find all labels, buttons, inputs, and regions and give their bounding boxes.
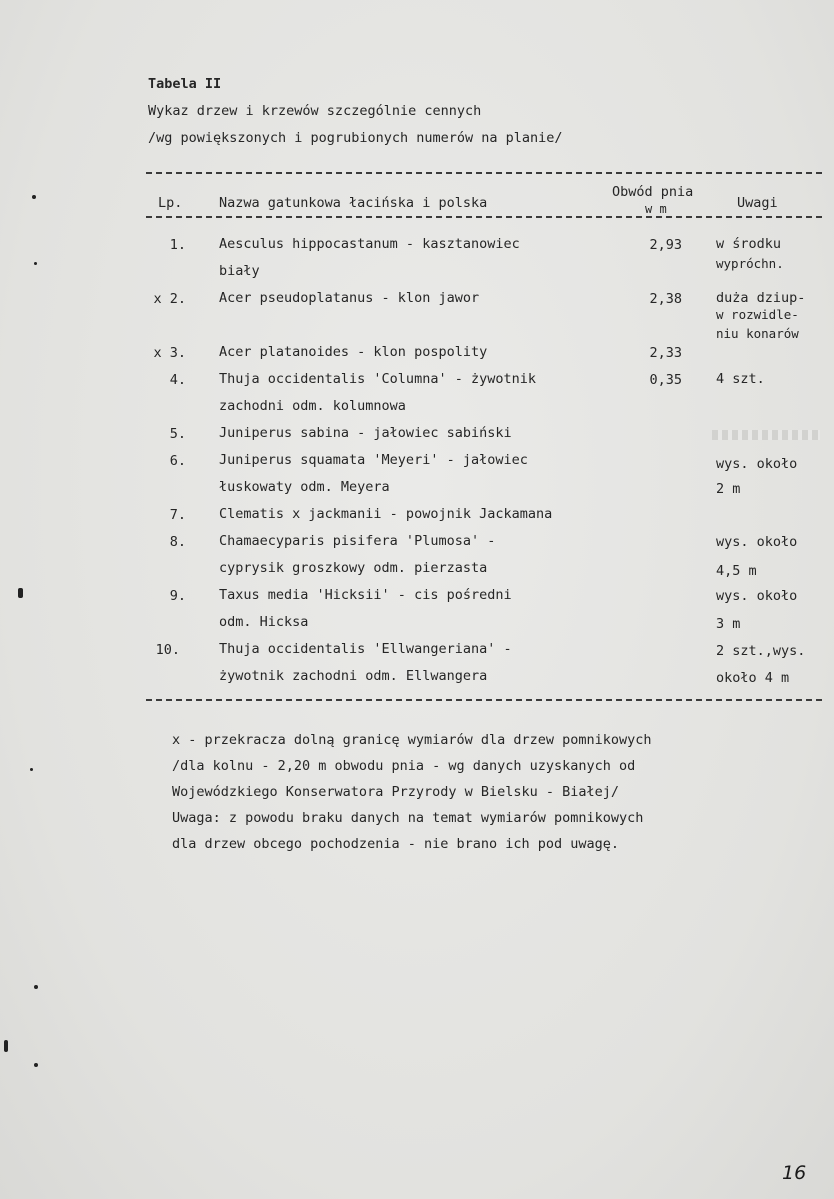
footnote-line-3: Wojewódzkiego Konserwatora Przyrody w Bielsku - Białej/ bbox=[172, 784, 620, 800]
row-3-lp: x 3. bbox=[153, 345, 186, 361]
row-2-circumference: 2,38 bbox=[649, 291, 682, 307]
table-subtitle-line-2: /wg powiększonych i pogrubionych numerów na planie/ bbox=[148, 130, 563, 146]
row-9-lp: 9. bbox=[169, 588, 186, 604]
header-name: Nazwa gatunkowa łacińska i polska bbox=[219, 195, 488, 211]
row-8-lp: 8. bbox=[169, 534, 186, 550]
row-1-name-line-1: Aesculus hippocastanum - kasztanowiec bbox=[219, 236, 520, 252]
row-8-name-line-1: Chamaecyparis pisifera 'Plumosa' - bbox=[219, 533, 496, 549]
row-10-notes-line-1: 2 szt.,wys. bbox=[716, 643, 806, 659]
row-9-notes-line-2: 3 m bbox=[716, 616, 741, 632]
table-bottom-rule bbox=[146, 699, 822, 701]
row-2-name-line-1: Acer pseudoplatanus - klon jawor bbox=[219, 290, 480, 306]
scan-speck bbox=[34, 262, 37, 265]
row-5-lp: 5. bbox=[169, 426, 186, 442]
scan-speck bbox=[18, 588, 23, 598]
row-3-name-line-1: Acer platanoides - klon pospolity bbox=[219, 344, 488, 360]
row-1-circumference: 2,93 bbox=[649, 237, 682, 253]
header-circumference-line-2: w m bbox=[645, 202, 667, 216]
row-4-name-line-2: zachodni odm. kolumnowa bbox=[219, 398, 406, 414]
row-7-name-line-1: Clematis x jackmanii - powojnik Jackamana bbox=[219, 506, 553, 522]
footnote-line-4: Uwaga: z powodu braku danych na temat wymiarów pomnikowych bbox=[172, 810, 644, 826]
footnote-line-5: dla drzew obcego pochodzenia - nie brano ich pod uwagę. bbox=[172, 836, 620, 852]
row-9-name-line-2: odm. Hicksa bbox=[219, 614, 309, 630]
header-lp: Lp. bbox=[158, 195, 183, 211]
row-6-lp: 6. bbox=[169, 453, 186, 469]
row-8-notes-line-1: wys. około bbox=[716, 534, 798, 550]
row-9-notes-line-1: wys. około bbox=[716, 588, 798, 604]
row-6-notes-line-1: wys. około bbox=[716, 456, 798, 472]
scan-speck bbox=[34, 985, 38, 989]
row-4-circumference: 0,35 bbox=[649, 372, 682, 388]
table-subtitle-line-1: Wykaz drzew i krzewów szczególnie cennych bbox=[148, 103, 482, 119]
page-number: 16 bbox=[782, 1162, 807, 1184]
row-1-lp: 1. bbox=[169, 237, 186, 253]
scan-speck bbox=[4, 1040, 8, 1052]
row-5-name-line-1: Juniperus sabina - jałowiec sabiński bbox=[219, 425, 512, 441]
row-10-name-line-1: Thuja occidentalis 'Ellwangeriana' - bbox=[219, 641, 512, 657]
row-1-notes-line-2: wypróchn. bbox=[716, 256, 784, 271]
ink-smudge bbox=[712, 430, 820, 440]
row-10-name-line-2: żywotnik zachodni odm. Ellwangera bbox=[219, 668, 488, 684]
table-top-rule bbox=[146, 172, 822, 174]
header-notes: Uwagi bbox=[737, 195, 778, 211]
row-9-name-line-1: Taxus media 'Hicksii' - cis pośredni bbox=[219, 587, 512, 603]
row-6-name-line-1: Juniperus squamata 'Meyeri' - jałowiec bbox=[219, 452, 528, 468]
header-circumference-line-1: Obwód pnia bbox=[612, 184, 694, 200]
scan-speck bbox=[34, 1063, 38, 1067]
row-3-circumference: 2,33 bbox=[649, 345, 682, 361]
footnote-line-2: /dla kolnu - 2,20 m obwodu pnia - wg danych uzyskanych od bbox=[172, 758, 636, 774]
row-1-notes-line-1: w środku bbox=[716, 236, 782, 252]
row-4-name-line-1: Thuja occidentalis 'Columna' - żywotnik bbox=[219, 371, 536, 387]
row-8-notes-line-2: 4,5 m bbox=[716, 563, 757, 579]
row-8-name-line-2: cyprysik groszkowy odm. pierzasta bbox=[219, 560, 488, 576]
row-6-notes-line-2: 2 m bbox=[716, 481, 741, 497]
table-title: Tabela II bbox=[148, 76, 222, 92]
footnote-line-1: x - przekracza dolną granicę wymiarów dla drzew pomnikowych bbox=[172, 732, 652, 748]
row-10-lp: 10. bbox=[155, 642, 180, 658]
row-4-notes-line-1: 4 szt. bbox=[716, 371, 765, 387]
row-2-notes-line-2: w rozwidle- bbox=[716, 307, 799, 322]
row-1-name-line-2: biały bbox=[219, 263, 260, 279]
header-bottom-rule bbox=[146, 216, 822, 218]
row-2-notes-line-3: niu konarów bbox=[716, 326, 799, 341]
row-6-name-line-2: łuskowaty odm. Meyera bbox=[219, 479, 390, 495]
scan-speck bbox=[30, 768, 33, 771]
row-2-notes-line-1: duża dziup- bbox=[716, 290, 806, 306]
scan-speck bbox=[32, 195, 36, 199]
row-10-notes-line-2: około 4 m bbox=[716, 670, 790, 686]
row-7-lp: 7. bbox=[169, 507, 186, 523]
row-2-lp: x 2. bbox=[153, 291, 186, 307]
row-4-lp: 4. bbox=[169, 372, 186, 388]
